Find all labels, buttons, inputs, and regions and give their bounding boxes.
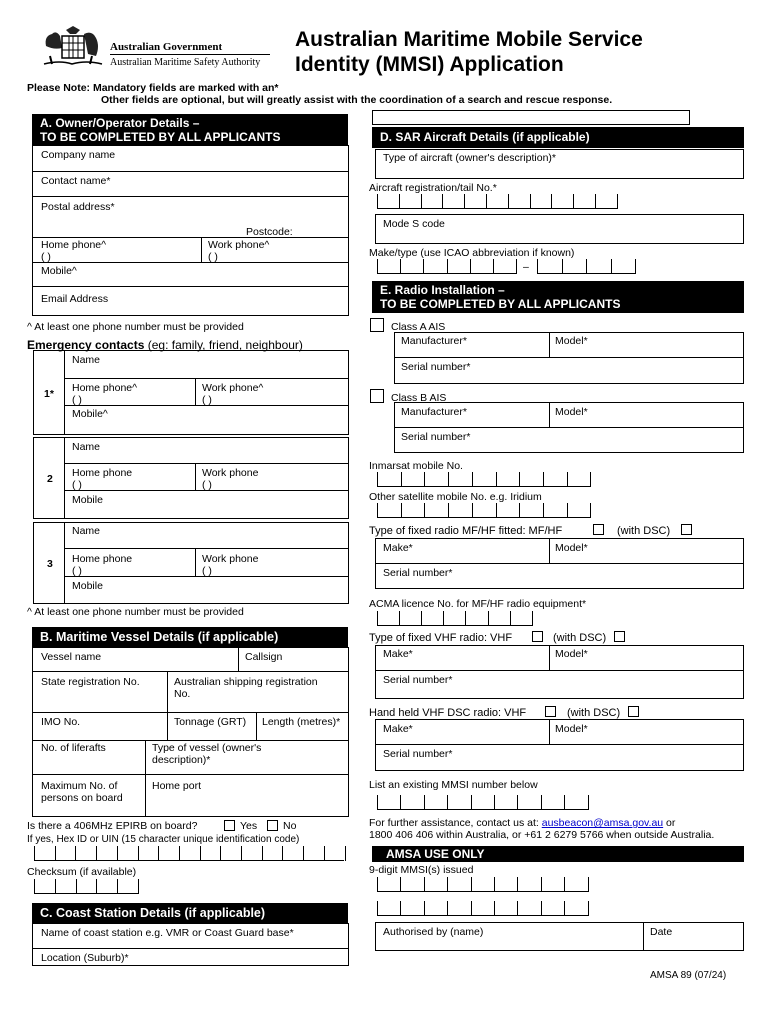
char-cell-divider	[494, 901, 495, 916]
char-cell-divider	[588, 877, 589, 892]
ausbeacon-email-link[interactable]: ausbeacon@amsa.gov.au	[541, 817, 664, 829]
authorised-by-label: Authorised by (name)	[383, 926, 484, 938]
char-cell-divider	[494, 877, 495, 892]
make-label: Make*	[383, 542, 413, 554]
char-cell-divider	[377, 877, 378, 892]
char-cell-divider	[377, 795, 378, 810]
char-cell-divider	[442, 194, 443, 209]
serial-number-label: Serial number*	[383, 567, 453, 579]
section-e-title: E. Radio Installation –	[380, 283, 505, 297]
mfhf-dsc-label: (with DSC)	[617, 525, 671, 537]
contact-mobile-label: Mobile^	[72, 408, 108, 420]
government-crest-logo	[40, 26, 104, 70]
char-cell-divider	[564, 901, 565, 916]
char-cell-divider	[586, 259, 587, 274]
mmsi-issued-input-2[interactable]	[377, 901, 588, 916]
char-cell-divider	[496, 503, 497, 518]
char-cell-divider	[421, 611, 422, 626]
char-cell-divider	[541, 795, 542, 810]
char-cell-divider	[200, 846, 201, 861]
mfhf-checkbox[interactable]	[593, 524, 604, 535]
model-label: Model*	[555, 648, 588, 660]
company-name-input[interactable]	[33, 161, 348, 171]
postal-address-label: Postal address*	[41, 201, 115, 213]
vessel-name-label: Vessel name	[41, 651, 102, 663]
make-type-dash: –	[523, 261, 529, 273]
epirb-question: Is there a 406MHz EPIRB on board?	[27, 820, 198, 832]
contact-home-phone-label: Home phone^	[72, 382, 138, 394]
char-cell-baseline	[377, 486, 590, 487]
date-label: Date	[650, 926, 673, 938]
postcode-label: Postcode:	[246, 226, 293, 238]
char-cell-divider	[472, 503, 473, 518]
char-cell-divider	[401, 472, 402, 487]
company-name-label: Company name	[41, 149, 116, 161]
char-cell-divider	[377, 503, 378, 518]
contact-name-label: Name	[72, 354, 101, 366]
vessel-type-label-2: description)*	[152, 754, 211, 766]
char-cell-divider	[447, 901, 448, 916]
char-cell-divider	[573, 194, 574, 209]
char-cell-divider	[424, 472, 425, 487]
char-cell-divider	[543, 472, 544, 487]
home-phone-label: Home phone^	[41, 239, 107, 251]
char-cell-divider	[567, 503, 568, 518]
contact-number: 3	[47, 558, 53, 570]
char-cell-divider	[55, 846, 56, 861]
char-cell-divider	[421, 194, 422, 209]
contact-home-phone-area[interactable]: ( )	[72, 565, 82, 577]
contact-mobile-label: Mobile	[72, 580, 103, 592]
max-persons-label: Maximum No. of	[41, 780, 118, 792]
char-cell-divider	[590, 472, 591, 487]
char-cell-divider	[471, 901, 472, 916]
char-cell-divider	[447, 877, 448, 892]
char-cell-divider	[532, 611, 533, 626]
char-cell-divider	[471, 795, 472, 810]
contact-home-phone-label: Home phone	[72, 467, 133, 479]
aus-shipping-registration-label-2: No.	[174, 688, 191, 700]
char-cell-divider	[399, 194, 400, 209]
handheld-dsc-checkbox[interactable]	[628, 706, 639, 717]
epirb-yes-label: Yes	[240, 820, 258, 832]
contact-home-phone-label: Home phone	[72, 553, 133, 565]
contact-name-label: Contact name*	[41, 175, 111, 187]
char-cell-baseline	[377, 517, 590, 518]
length-label: Length (metres)*	[262, 716, 341, 728]
liferafts-label: No. of liferafts	[41, 742, 106, 754]
section-e-subtitle: TO BE COMPLETED BY ALL APPLICANTS	[380, 297, 621, 311]
char-cell-divider	[471, 877, 472, 892]
vessel-type-label: Type of vessel (owner's	[152, 742, 262, 754]
char-cell-baseline	[377, 915, 588, 916]
amsa-use-only-header: AMSA USE ONLY	[372, 846, 744, 862]
char-cell-divider	[34, 846, 35, 861]
section-a-subtitle: TO BE COMPLETED BY ALL APPLICANTS	[40, 130, 281, 144]
inmarsat-input[interactable]	[377, 472, 590, 487]
char-cell-divider	[400, 877, 401, 892]
state-registration-label: State registration No.	[41, 676, 140, 688]
hex-id-label: If yes, Hex ID or UIN (15 character unique identification code)	[27, 834, 300, 845]
section-a-header	[32, 114, 348, 145]
imo-number-label: IMO No.	[41, 716, 81, 728]
char-cell-divider	[447, 259, 448, 274]
char-cell-divider	[377, 259, 378, 274]
form-code: AMSA 89 (07/24)	[650, 970, 727, 981]
section-e-header	[372, 281, 744, 313]
char-cell-divider	[424, 503, 425, 518]
model-label: Model*	[555, 335, 588, 347]
char-cell-divider	[543, 503, 544, 518]
char-cell-divider	[617, 194, 618, 209]
contact-name-label: Name	[72, 441, 101, 453]
char-cell-divider	[401, 503, 402, 518]
make-label: Make*	[383, 648, 413, 660]
char-cell-divider	[588, 795, 589, 810]
home-phone-area[interactable]: ( )	[41, 251, 51, 263]
email-input[interactable]	[33, 305, 348, 315]
char-cell-divider	[324, 846, 325, 861]
char-cell-divider	[508, 194, 509, 209]
char-cell-baseline	[377, 273, 517, 274]
char-cell-divider	[595, 194, 596, 209]
checksum-input[interactable]	[34, 879, 138, 894]
char-cell-divider	[117, 879, 118, 894]
contact-mobile-label: Mobile	[72, 494, 103, 506]
inmarsat-label: Inmarsat mobile No.	[369, 460, 463, 472]
contact-work-phone-label: Work phone^	[202, 382, 264, 394]
handheld-dsc-label: (with DSC)	[567, 707, 621, 719]
char-cell-divider	[220, 846, 221, 861]
char-cell-divider	[635, 259, 636, 274]
vhf-radio-label: Type of fixed VHF radio: VHF	[369, 632, 513, 644]
char-cell-baseline	[34, 860, 344, 861]
char-cell-baseline	[377, 208, 617, 209]
char-cell-baseline	[34, 893, 138, 894]
government-name: Australian Government	[110, 41, 223, 53]
char-cell-divider	[345, 846, 346, 861]
char-cell-baseline	[537, 273, 635, 274]
char-cell-divider	[400, 901, 401, 916]
make-type-input-a[interactable]	[377, 259, 517, 274]
char-cell-divider	[510, 611, 511, 626]
char-cell-divider	[377, 472, 378, 487]
char-cell-divider	[138, 879, 139, 894]
contact-work-phone-label: Work phone	[202, 553, 259, 565]
work-phone-label: Work phone^	[208, 239, 270, 251]
handheld-vhf-checkbox[interactable]	[545, 706, 556, 717]
class-b-ais-label: Class B AIS	[391, 392, 447, 404]
char-cell-divider	[377, 901, 378, 916]
vhf-dsc-checkbox[interactable]	[614, 631, 625, 642]
make-label: Make*	[383, 723, 413, 735]
model-label: Model*	[555, 406, 588, 418]
epirb-yes-checkbox[interactable]	[224, 820, 235, 831]
char-cell-divider	[551, 194, 552, 209]
serial-number-label: Serial number*	[383, 674, 453, 686]
char-cell-divider	[488, 611, 489, 626]
char-cell-divider	[541, 877, 542, 892]
contact-home-phone-area[interactable]: ( )	[72, 394, 82, 406]
epirb-no-label: No	[283, 820, 297, 832]
contact-name-label: Name	[72, 525, 101, 537]
char-cell-divider	[262, 846, 263, 861]
char-cell-divider	[34, 879, 35, 894]
char-cell-divider	[564, 877, 565, 892]
existing-mmsi-input[interactable]	[377, 795, 588, 810]
optional-note: Other fields are optional, but will greatly assist with the coordination of a search and rescue response.	[101, 94, 613, 106]
section-d-header: D. SAR Aircraft Details (if applicable)	[372, 127, 744, 148]
char-cell-divider	[448, 472, 449, 487]
char-cell-divider	[530, 194, 531, 209]
char-cell-divider	[517, 795, 518, 810]
char-cell-divider	[470, 259, 471, 274]
epirb-no-checkbox[interactable]	[267, 820, 278, 831]
char-cell-divider	[448, 503, 449, 518]
contact-work-phone-label: Work phone	[202, 467, 259, 479]
contact-number: 1*	[44, 388, 54, 400]
home-port-label: Home port	[152, 780, 202, 792]
char-cell-divider	[424, 795, 425, 810]
char-cell-divider	[117, 846, 118, 861]
section-b-header: B. Maritime Vessel Details (if applicable)	[32, 627, 348, 647]
other-satellite-label: Other satellite mobile No. e.g. Iridium	[369, 491, 542, 503]
contact-work-phone-area[interactable]: ( )	[202, 479, 212, 491]
char-cell-divider	[516, 259, 517, 274]
char-cell-divider	[517, 877, 518, 892]
mandatory-note: Please Note: Mandatory fields are marked with an*	[27, 82, 279, 94]
char-cell-divider	[611, 259, 612, 274]
manufacturer-label: Manufacturer*	[401, 335, 467, 347]
acma-licence-input[interactable]	[377, 611, 532, 626]
char-cell-divider	[179, 846, 180, 861]
mmsi-issued-label: 9-digit MMSI(s) issued	[369, 864, 474, 876]
tonnage-label: Tonnage (GRT)	[174, 716, 247, 728]
section-a-title: A. Owner/Operator Details –	[40, 116, 200, 130]
char-cell-divider	[55, 879, 56, 894]
form-title-line2: Identity (MMSI) Application	[295, 53, 564, 76]
char-cell-divider	[303, 846, 304, 861]
serial-number-label: Serial number*	[401, 361, 471, 373]
form-title-line1: Australian Maritime Mobile Service	[295, 28, 643, 51]
checksum-label: Checksum (if available)	[27, 866, 137, 878]
phone-requirement-note: ^ At least one phone number must be provided	[27, 321, 244, 333]
char-cell-divider	[75, 846, 76, 861]
contact-work-phone-area[interactable]: ( )	[202, 565, 212, 577]
char-cell-divider	[399, 611, 400, 626]
char-cell-divider	[486, 194, 487, 209]
section-c-header: C. Coast Station Details (if applicable)	[32, 903, 348, 923]
char-cell-divider	[424, 877, 425, 892]
char-cell-baseline	[377, 809, 588, 810]
callsign-label: Callsign	[245, 651, 283, 663]
char-cell-divider	[377, 611, 378, 626]
model-label: Model*	[555, 723, 588, 735]
char-cell-divider	[96, 846, 97, 861]
acma-licence-label: ACMA licence No. for MF/HF radio equipment*	[369, 598, 587, 610]
manufacturer-label: Manufacturer*	[401, 406, 467, 418]
hex-id-input[interactable]	[34, 846, 344, 861]
char-cell-divider	[562, 259, 563, 274]
max-persons-label-2: persons on board	[41, 792, 123, 804]
serial-number-label: Serial number*	[401, 431, 471, 443]
char-cell-divider	[96, 879, 97, 894]
handheld-vhf-label: Hand held VHF DSC radio: VHF	[369, 707, 527, 719]
char-cell-divider	[519, 472, 520, 487]
mmsi-issued-input-1[interactable]	[377, 877, 588, 892]
char-cell-divider	[377, 194, 378, 209]
char-cell-divider	[138, 846, 139, 861]
top-right-blank-field[interactable]	[372, 110, 690, 125]
work-phone-area[interactable]: ( )	[208, 251, 218, 263]
vhf-checkbox[interactable]	[532, 631, 543, 642]
char-cell-divider	[241, 846, 242, 861]
aus-shipping-registration-label: Australian shipping registration	[174, 676, 318, 688]
char-cell-divider	[447, 795, 448, 810]
class-a-ais-label: Class A AIS	[391, 321, 446, 333]
phone-requirement-note-2: ^ At least one phone number must be provided	[27, 606, 244, 618]
aircraft-type-label: Type of aircraft (owner's description)*	[383, 152, 556, 164]
char-cell-divider	[465, 611, 466, 626]
char-cell-divider	[76, 879, 77, 894]
char-cell-divider	[496, 472, 497, 487]
char-cell-divider	[493, 259, 494, 274]
existing-mmsi-label: List an existing MMSI number below	[369, 779, 538, 791]
char-cell-divider	[400, 259, 401, 274]
mobile-label: Mobile^	[41, 265, 77, 277]
contact-number: 2	[47, 473, 53, 485]
contact-work-phone-area[interactable]: ( )	[202, 394, 212, 406]
char-cell-divider	[588, 901, 589, 916]
assistance-phone-line: 1800 406 406 within Australia, or +61 2 6279 5766 when outside Australia.	[369, 829, 715, 841]
contact-home-phone-area[interactable]: ( )	[72, 479, 82, 491]
char-cell-divider	[567, 472, 568, 487]
postal-address-input[interactable]	[33, 213, 348, 235]
email-label: Email Address	[41, 293, 109, 305]
char-cell-divider	[564, 795, 565, 810]
char-cell-divider	[519, 503, 520, 518]
char-cell-divider	[494, 795, 495, 810]
class-a-ais-checkbox[interactable]	[370, 318, 384, 332]
char-cell-divider	[590, 503, 591, 518]
coast-station-name-label: Name of coast station e.g. VMR or Coast Guard base*	[41, 927, 294, 939]
mode-s-code-label: Mode S code	[383, 218, 445, 230]
char-cell-baseline	[377, 625, 532, 626]
emergency-contacts-heading: Emergency contacts (eg: family, friend, neighbour)	[27, 338, 303, 352]
aircraft-registration-input[interactable]	[377, 194, 617, 209]
mfhf-dsc-checkbox[interactable]	[681, 524, 692, 535]
contact-name-input[interactable]	[33, 187, 348, 196]
make-type-input-b[interactable]	[537, 259, 635, 274]
char-cell-divider	[424, 901, 425, 916]
mobile-input[interactable]	[33, 277, 348, 286]
agency-name: Australian Maritime Safety Authority	[110, 57, 261, 68]
other-satellite-input[interactable]	[377, 503, 590, 518]
mfhf-radio-label: Type of fixed radio MF/HF fitted: MF/HF	[369, 525, 563, 537]
char-cell-divider	[158, 846, 159, 861]
char-cell-divider	[464, 194, 465, 209]
char-cell-divider	[472, 472, 473, 487]
location-label: Location (Suburb)*	[41, 952, 129, 964]
char-cell-baseline	[377, 891, 588, 892]
char-cell-divider	[443, 611, 444, 626]
char-cell-divider	[282, 846, 283, 861]
char-cell-divider	[517, 901, 518, 916]
char-cell-divider	[541, 901, 542, 916]
serial-number-label: Serial number*	[383, 748, 453, 760]
assistance-contact-line: For further assistance, contact us at: ausbeacon@amsa.gov.au or	[369, 817, 676, 829]
char-cell-divider	[400, 795, 401, 810]
aircraft-registration-label: Aircraft registration/tail No.*	[369, 182, 497, 194]
vhf-dsc-label: (with DSC)	[553, 632, 607, 644]
char-cell-divider	[423, 259, 424, 274]
make-type-label: Make/type (use ICAO abbreviation if known)	[369, 247, 575, 259]
model-label: Model*	[555, 542, 588, 554]
class-b-ais-checkbox[interactable]	[370, 389, 384, 403]
char-cell-divider	[537, 259, 538, 274]
